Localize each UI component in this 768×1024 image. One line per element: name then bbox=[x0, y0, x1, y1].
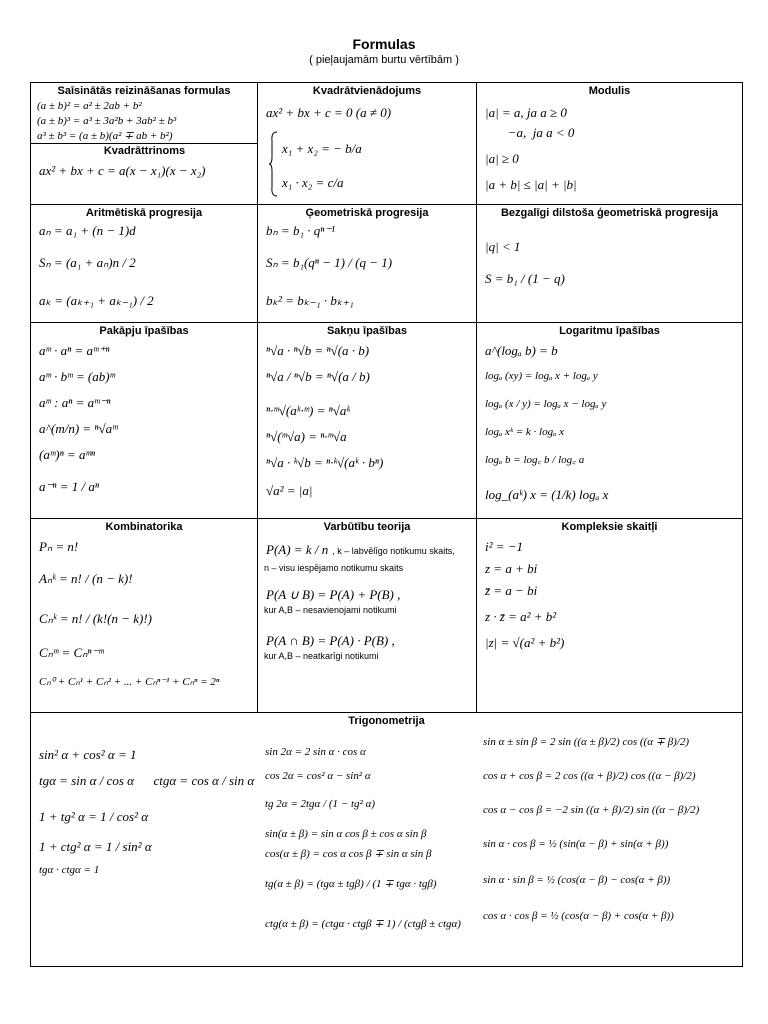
formula: sin² α + cos² α = 1 bbox=[39, 747, 137, 762]
formula: tgα = sin α / cos α ctgα = cos α / sin α bbox=[39, 773, 255, 788]
cell-probability bbox=[258, 519, 477, 712]
formula: S = b₁ / (1 − q) bbox=[485, 271, 565, 286]
formula: sin 2α = 2 sin α · cos α bbox=[265, 746, 366, 758]
note: kur A,B – nesavienojami notikumi bbox=[264, 605, 397, 615]
row-progressions bbox=[31, 205, 742, 322]
formula: −a, ja a < 0 bbox=[485, 125, 575, 140]
page-subtitle: ( pieļaujamām burtu vērtībām ) bbox=[309, 54, 459, 66]
formula: aᵐ · bᵐ = (ab)ᵐ bbox=[39, 369, 115, 384]
cell-complex-numbers bbox=[477, 519, 742, 712]
formula: sin(α ± β) = sin α cos β ± cos α sin β bbox=[265, 828, 427, 840]
formula: P(A ∪ B) = P(A) + P(B) , bbox=[266, 587, 401, 602]
formula: z̄ = a − bi bbox=[485, 583, 538, 598]
formula: (a ± b)³ = a³ ± 3a²b + 3ab² ± b³ bbox=[37, 115, 177, 127]
heading-short-multiplication: Saīsinātās reizināšanas formulas bbox=[57, 85, 231, 97]
formula: Cₙᵐ = Cₙⁿ⁻ᵐ bbox=[39, 645, 104, 660]
heading-arithmetic-progression: Aritmētiskā progresija bbox=[85, 207, 203, 219]
formula: x₁ + x₂ = − b/a bbox=[282, 141, 362, 156]
formula: ⁿ√a / ⁿ√b = ⁿ√(a / b) bbox=[266, 369, 370, 384]
cell-arithmetic-progression bbox=[31, 205, 258, 322]
formula: √a² = |a| bbox=[266, 483, 313, 498]
heading-logarithms: Logaritmu īpašības bbox=[559, 325, 660, 337]
formula: ⁿ·ᵐ√(aᵏ·ᵐ) = ⁿ√aᵏ bbox=[266, 403, 351, 418]
formula: Cₙ⁰ + Cₙ¹ + Cₙ² + ... + Cₙⁿ⁻¹ + Cₙⁿ = 2ⁿ bbox=[39, 676, 220, 688]
formula: aᵐ · aⁿ = aᵐ⁺ⁿ bbox=[39, 343, 110, 358]
formula: P(A ∩ B) = P(A) · P(B) , bbox=[266, 633, 395, 648]
formula: tg(α ± β) = (tgα ± tgβ) / (1 ∓ tgα · tgβ) bbox=[265, 878, 437, 890]
formula: tg 2α = 2tgα / (1 − tg² α) bbox=[265, 798, 376, 810]
note: kur A,B – neatkarīgi notikumi bbox=[264, 651, 379, 661]
formula: a⁻ⁿ = 1 / aⁿ bbox=[39, 479, 99, 494]
formula: logₐ (x / y) = logₐ x − logₐ y bbox=[485, 398, 607, 410]
heading-powers: Pakāpju īpašības bbox=[99, 325, 189, 337]
heading-infinite-geometric: Bezgalīgi dilstoša ģeometriskā progresija bbox=[500, 207, 718, 219]
formula: (a ± b)² = a² ± 2ab + b² bbox=[37, 100, 142, 112]
formula: log_(aᵏ) x = (1/k) logₐ x bbox=[485, 487, 609, 502]
cell-powers bbox=[31, 323, 258, 518]
cell-modulus bbox=[477, 83, 742, 204]
heading-complex-numbers: Kompleksie skaitļi bbox=[561, 521, 658, 533]
brace-icon bbox=[268, 131, 278, 197]
heading-roots: Sakņu īpašības bbox=[326, 325, 408, 337]
divider bbox=[31, 143, 258, 144]
formula: logₐ b = log꜀ b / log꜀ a bbox=[485, 454, 585, 466]
formula: |a| ≥ 0 bbox=[485, 151, 519, 166]
cell-logarithms bbox=[477, 323, 742, 518]
formula: |z| = √(a² + b²) bbox=[485, 635, 565, 650]
formula: bₖ² = bₖ₋₁ · bₖ₊₁ bbox=[266, 293, 354, 308]
formula: cos α − cos β = −2 sin ((α + β)/2) sin ((α − β)/2) bbox=[483, 804, 700, 816]
cell-combinatorics bbox=[31, 519, 258, 712]
formula: Aₙᵏ = n! / (n − k)! bbox=[39, 571, 133, 586]
cell-infinite-geometric bbox=[477, 205, 742, 322]
formula: |a| = a, ja a ≥ 0 bbox=[485, 105, 567, 120]
formula: cos 2α = cos² α − sin² α bbox=[265, 770, 371, 782]
formula: 1 + tg² α = 1 / cos² α bbox=[39, 809, 149, 824]
heading-probability: Varbūtību teorija bbox=[323, 521, 411, 533]
formula: Sₙ = (a₁ + aₙ)n / 2 bbox=[39, 255, 136, 270]
formula: a³ ± b³ = (a ± b)(a² ∓ ab + b²) bbox=[37, 130, 173, 142]
cell-geometric-progression bbox=[258, 205, 477, 322]
formula: ⁿ√(ᵐ√a) = ⁿ·ᵐ√a bbox=[266, 429, 347, 444]
note: , k – labvēlīgo notikumu skaits, bbox=[332, 546, 455, 556]
heading-quadratic-equation: Kvadrātvienādojums bbox=[312, 85, 422, 97]
formula: logₐ xᵏ = k · logₐ x bbox=[485, 426, 564, 438]
formula: ax² + bx + c = 0 (a ≠ 0) bbox=[266, 105, 392, 120]
formula: (aᵐ)ⁿ = aᵐⁿ bbox=[39, 447, 95, 462]
cell-roots bbox=[258, 323, 477, 518]
formula: sin α ± sin β = 2 sin ((α ± β)/2) cos ((α ∓ β)/2) bbox=[483, 736, 690, 748]
formula: a^(logₐ b) = b bbox=[485, 343, 558, 358]
heading-quadratic-trinomial: Kvadrāttrinoms bbox=[103, 145, 186, 157]
formula: cos α + cos β = 2 cos ((α + β)/2) cos ((α − β)/2) bbox=[483, 770, 696, 782]
formula: cos(α ± β) = cos α cos β ∓ sin α sin β bbox=[265, 848, 432, 860]
formula: aᵐ : aⁿ = aᵐ⁻ⁿ bbox=[39, 395, 111, 410]
formula: |a + b| ≤ |a| + |b| bbox=[485, 177, 577, 192]
formula: i² = −1 bbox=[485, 539, 524, 554]
formula: ax² + bx + c = a(x − x₁)(x − x₂) bbox=[39, 163, 206, 178]
formula: a^(m/n) = ⁿ√aᵐ bbox=[39, 421, 118, 436]
row-powers-roots-logs bbox=[31, 323, 742, 518]
heading-combinatorics: Kombinatorika bbox=[105, 521, 183, 533]
formula: ⁿ√a · ⁿ√b = ⁿ√(a · b) bbox=[266, 343, 370, 358]
formula: ctg(α ± β) = (ctgα · ctgβ ∓ 1) / (ctgβ ± ctgα) bbox=[265, 918, 461, 930]
formula-sheet bbox=[30, 82, 743, 967]
formula: tgα · ctgα = 1 bbox=[39, 864, 100, 876]
heading-modulus: Modulis bbox=[588, 85, 631, 97]
formula: Cₙᵏ = n! / (k!(n − k)!) bbox=[39, 611, 153, 626]
formula-group bbox=[266, 541, 455, 559]
cell-quadratic-equation bbox=[258, 83, 477, 204]
cell-short-multiplication bbox=[31, 83, 258, 204]
formula: x₁ · x₂ = c/a bbox=[282, 175, 344, 190]
formula: z · z̄ = a² + b² bbox=[485, 609, 557, 624]
heading-trigonometry: Trigonometrija bbox=[348, 715, 425, 727]
page-title: Formulas bbox=[352, 36, 416, 52]
formula: aₖ = (aₖ₊₁ + aₖ₋₁) / 2 bbox=[39, 293, 154, 308]
formula: 1 + ctg² α = 1 / sin² α bbox=[39, 839, 152, 854]
formula: Sₙ = b₁(qⁿ − 1) / (q − 1) bbox=[266, 255, 393, 270]
formula: sin α · cos β = ½ (sin(α − β) + sin(α + β)) bbox=[483, 838, 669, 850]
formula: logₐ (xy) = logₐ x + logₐ y bbox=[485, 370, 598, 382]
formula: |q| < 1 bbox=[485, 239, 521, 254]
section-trigonometry bbox=[31, 713, 742, 966]
note: n – visu iespējamo notikumu skaits bbox=[264, 563, 404, 573]
formula: cos α · cos β = ½ (cos(α − β) + cos(α + β)) bbox=[483, 910, 674, 922]
formula: ⁿ√a · ᵏ√b = ⁿ·ᵏ√(aᵏ · bⁿ) bbox=[266, 455, 384, 470]
formula: P(A) = k / n bbox=[266, 542, 329, 557]
formula: bₙ = b₁ · qⁿ⁻¹ bbox=[266, 223, 336, 238]
formula: z = a + bi bbox=[485, 561, 538, 576]
heading-geometric-progression: Ģeometriskā progresija bbox=[305, 207, 429, 219]
formula: sin α · sin β = ½ (cos(α − β) − cos(α + β)) bbox=[483, 874, 671, 886]
formula: Pₙ = n! bbox=[39, 539, 79, 554]
row-algebra bbox=[31, 83, 742, 204]
row-combinatorics-probability-complex bbox=[31, 519, 742, 712]
formula: aₙ = a₁ + (n − 1)d bbox=[39, 223, 136, 238]
